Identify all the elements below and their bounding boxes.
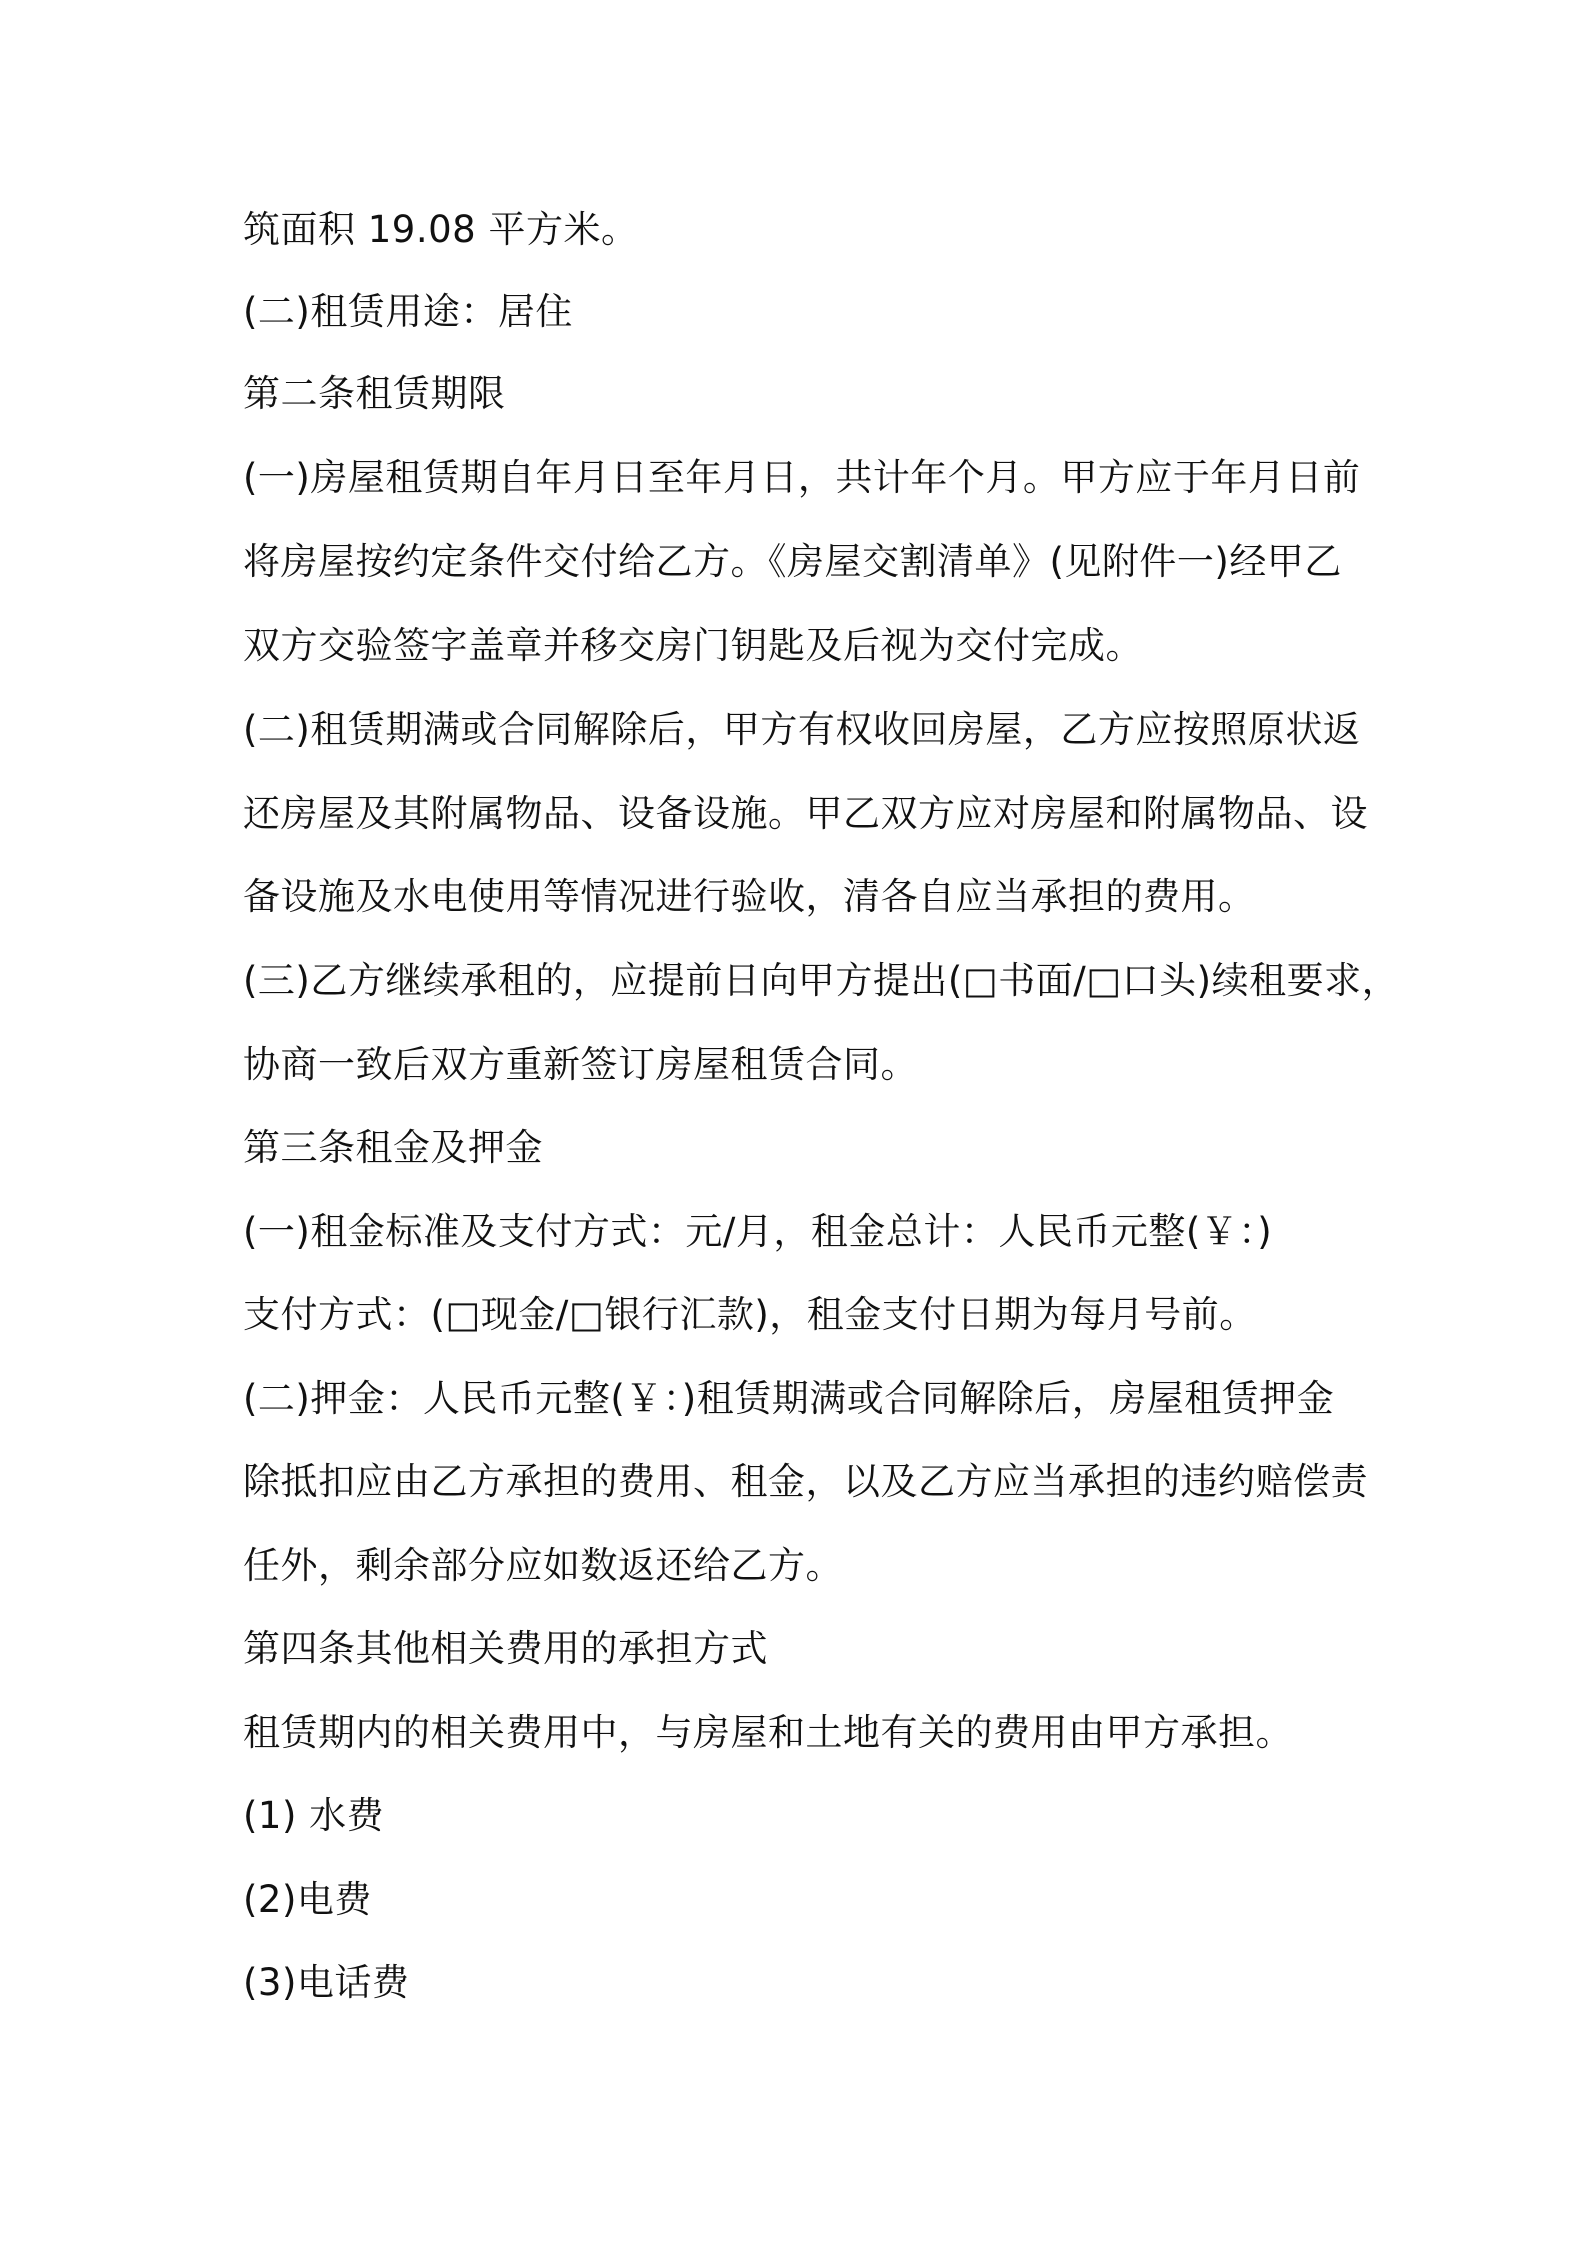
text-line: (二)租赁期满或合同解除后，甲方有权收回房屋，乙方应按照原状返	[243, 708, 1361, 751]
list-item: (1) 水费	[243, 1794, 385, 1837]
section-heading: 第二条租赁期限	[243, 372, 506, 415]
list-item: (3)电话费	[243, 1961, 410, 2004]
list-item: (2)电费	[243, 1878, 372, 1921]
section-heading: 第三条租金及押金	[243, 1126, 543, 1169]
text-line: (二)押金：人民币元整(￥：)租赁期满或合同解除后，房屋租赁押金	[243, 1377, 1335, 1420]
text-line: (三)乙方继续承租的，应提前日向甲方提出(□书面/□口头)续租要求，	[243, 959, 1400, 1002]
text-line: 将房屋按约定条件交付给乙方。《房屋交割清单》(见附件一)经甲乙	[243, 540, 1342, 583]
text-line: (二)租赁用途：居住	[243, 290, 573, 333]
text-line: 协商一致后双方重新签订房屋租赁合同。	[243, 1043, 918, 1086]
text-line: 备设施及水电使用等情况进行验收，清各自应当承担的费用。	[243, 875, 1256, 918]
text-line: (一)房屋租赁期自年月日至年月日，共计年个月。甲方应于年月日前	[243, 456, 1361, 499]
text-line: 筑面积 19.08 平方米。	[243, 208, 639, 251]
text-line: 除抵扣应由乙方承担的费用、租金，以及乙方应当承担的违约赔偿责	[243, 1460, 1368, 1503]
text-line: 还房屋及其附属物品、设备设施。甲乙双方应对房屋和附属物品、设	[243, 792, 1368, 835]
text-line: 双方交验签字盖章并移交房门钥匙及后视为交付完成。	[243, 624, 1143, 667]
text-line: 租赁期内的相关费用中，与房屋和土地有关的费用由甲方承担。	[243, 1711, 1293, 1754]
section-heading: 第四条其他相关费用的承担方式	[243, 1627, 768, 1670]
text-line: (一)租金标准及支付方式：元/月，租金总计：人民币元整(￥：)	[243, 1210, 1273, 1253]
text-line: 支付方式：(□现金/□银行汇款)，租金支付日期为每月号前。	[243, 1293, 1257, 1336]
text-line: 任外，剩余部分应如数返还给乙方。	[243, 1544, 843, 1587]
